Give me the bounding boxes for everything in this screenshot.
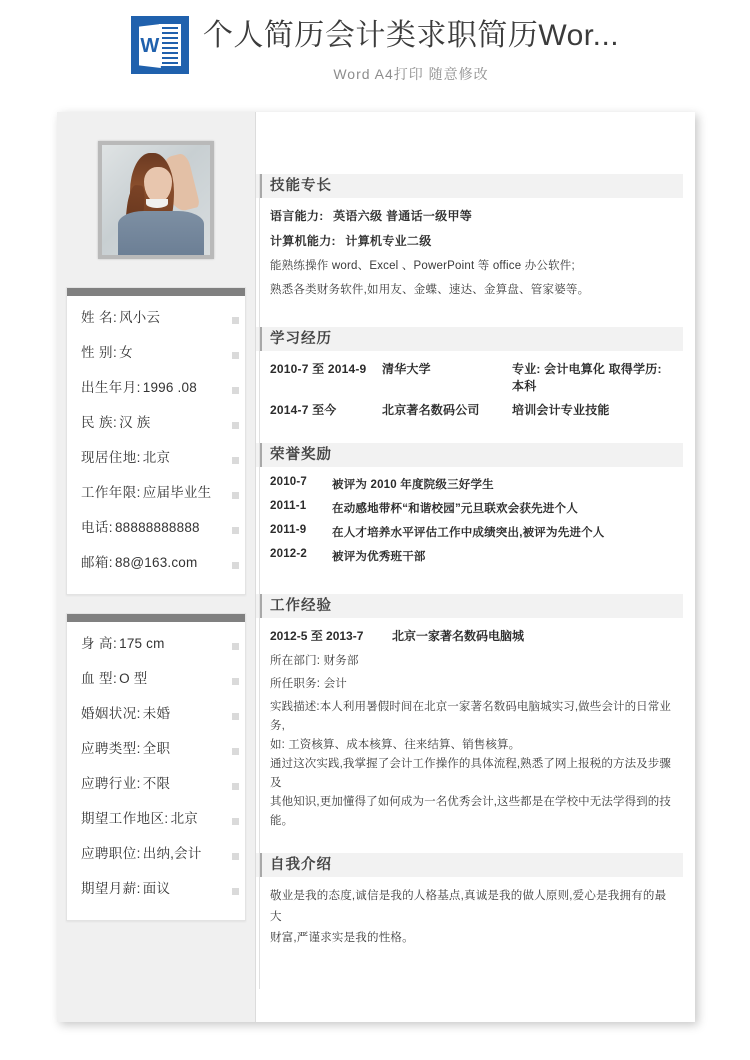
row-marker-icon — [232, 783, 239, 790]
award-date: 2012-2 — [270, 548, 308, 560]
education-org: 北京著名数码公司 — [382, 403, 480, 417]
work-department: 所在部门: 财务部 — [270, 655, 359, 667]
row-label: 应聘职位: — [81, 846, 141, 861]
section-awards — [256, 443, 683, 594]
intro-line-1: 敬业是我的态度,诚信是我的人格基点,真诚是我的做人原则,爱心是我拥有的最大 — [270, 890, 667, 923]
work-description-line-2: 如: 工资核算、成本核算、往来结算、销售核算。 — [270, 739, 521, 751]
intro-bottom-spacer — [270, 949, 673, 989]
row-marker-icon — [232, 888, 239, 895]
row-marker-icon — [232, 352, 239, 359]
photo-zone — [66, 112, 246, 287]
education-date: 2014-7 至今 — [270, 403, 337, 417]
award-row — [270, 476, 673, 492]
page-subtitle: Word A4打印 随意修改 — [333, 66, 489, 82]
award-row — [270, 548, 673, 564]
personal-info-card — [66, 287, 246, 595]
row-label: 应聘类型: — [81, 741, 141, 756]
row-value: 女 — [119, 345, 133, 360]
row-value: 风小云 — [119, 310, 161, 325]
award-date: 2011-9 — [270, 524, 307, 536]
document-header — [0, 0, 750, 112]
row-marker-icon — [232, 643, 239, 650]
row-marker-icon — [232, 387, 239, 394]
resume-page — [57, 112, 695, 1022]
row-value: 全职 — [142, 741, 171, 756]
info-row-phone — [67, 516, 245, 551]
education-row — [270, 401, 673, 418]
info-row-ethnicity — [67, 411, 245, 446]
header-inner — [131, 0, 619, 84]
avatar — [98, 141, 214, 259]
section-title-skills: 技能专长 — [256, 174, 683, 198]
row-marker-icon — [232, 713, 239, 720]
info-row-experience-years — [67, 481, 245, 516]
row-label: 应聘行业: — [81, 776, 141, 791]
section-skills — [256, 174, 683, 327]
word-icon-letter: W — [140, 35, 160, 57]
row-value: 88@163.com — [114, 555, 198, 570]
row-marker-icon — [232, 678, 239, 685]
section-title-awards: 荣誉奖励 — [256, 443, 683, 467]
row-label: 期望工作地区: — [81, 811, 169, 826]
section-title-work: 工作经验 — [256, 594, 683, 618]
photo-collar — [146, 199, 168, 208]
row-label: 姓 名: — [81, 310, 118, 325]
photo-shirt — [118, 211, 204, 255]
section-body-education — [256, 351, 683, 443]
row-value: 不限 — [142, 776, 171, 791]
work-description-line-4: 其他知识,更加懂得了如何成为一名优秀会计,这些都是在学校中无法学得到的技能。 — [270, 796, 671, 827]
info-row-desired-salary — [67, 877, 245, 912]
row-value: 175 cm — [119, 636, 165, 651]
award-text: 在人才培养水平评估工作中成绩突出,被评为先进个人 — [332, 527, 605, 539]
row-label: 婚姻状况: — [81, 706, 141, 721]
award-row — [270, 524, 673, 540]
row-value: O 型 — [119, 671, 148, 686]
row-marker-icon — [232, 527, 239, 534]
award-date: 2011-1 — [270, 500, 307, 512]
intro-line-2: 财富,严谨求实是我的性格。 — [270, 932, 414, 944]
info-row-job-type — [67, 737, 245, 772]
row-value: 1996 .08 — [142, 380, 197, 395]
education-date: 2010-7 至 2014-9 — [270, 362, 367, 376]
word-doc-icon — [131, 16, 189, 74]
section-body-work — [256, 618, 683, 853]
row-label: 血 型: — [81, 671, 118, 686]
row-label: 邮箱: — [81, 555, 113, 570]
section-self-introduction — [256, 853, 683, 989]
row-marker-icon — [232, 818, 239, 825]
work-description-line-3: 通过这次实践,我掌握了会计工作操作的具体流程,熟悉了网上报税的方法及步骤及 — [270, 758, 671, 789]
skill-computer-label: 计算机能力: — [270, 234, 336, 248]
info-row-email — [67, 551, 245, 586]
work-position: 所任职务: 会计 — [270, 678, 347, 690]
info-row-height — [67, 632, 245, 667]
section-work-experience — [256, 594, 683, 853]
row-marker-icon — [232, 457, 239, 464]
row-value: 北京 — [170, 811, 198, 826]
row-label: 出生年月: — [81, 380, 141, 395]
section-body-intro — [256, 877, 683, 989]
education-extra: 专业: 会计电算化 取得学历: 本科 — [512, 362, 662, 393]
education-org: 清华大学 — [382, 362, 431, 376]
resume-right-column — [256, 112, 695, 1022]
awards-bottom-spacer — [270, 572, 673, 594]
info-row-gender — [67, 341, 245, 376]
skill-language-value: 英语六级 普通话一级甲等 — [329, 209, 473, 223]
row-label: 现居住地: — [81, 450, 141, 465]
info-row-blood-type — [67, 667, 245, 702]
section-title-education: 学习经历 — [256, 327, 683, 351]
skill-computer-value: 计算机专业二级 — [341, 234, 432, 248]
award-text: 在动感地带杯“和谐校园”元旦联欢会获先进个人 — [332, 503, 578, 515]
row-value: 未婚 — [142, 706, 171, 721]
info-row-residence — [67, 446, 245, 481]
row-marker-icon — [232, 562, 239, 569]
section-education — [256, 327, 683, 443]
row-marker-icon — [232, 422, 239, 429]
education-bottom-spacer — [270, 425, 673, 443]
row-value: 北京 — [142, 450, 171, 465]
row-value: 应届毕业生 — [142, 485, 212, 500]
row-label: 期望月薪: — [81, 881, 141, 896]
row-label: 电话: — [81, 520, 113, 535]
info-row-desired-position — [67, 842, 245, 877]
attributes-info-card — [66, 613, 246, 921]
education-extra: 培训会计专业技能 — [512, 403, 610, 417]
skills-bottom-spacer — [270, 305, 673, 327]
card-top-bar — [67, 288, 245, 296]
top-spacer — [256, 112, 683, 174]
row-value: 88888888888 — [114, 520, 200, 535]
award-text: 被评为 2010 年度院级三好学生 — [332, 479, 494, 491]
info-row-industry — [67, 772, 245, 807]
section-body-skills — [256, 198, 683, 327]
skill-detail-line-1: 能熟练操作 word、Excel 、PowerPoint 等 office 办公软件; — [270, 260, 575, 272]
header-text-group — [203, 16, 619, 84]
award-row — [270, 500, 673, 516]
row-label: 工作年限: — [81, 485, 141, 500]
skill-detail-line-2: 熟悉各类财务软件,如用友、金蝶、速达、金算盘、管家婆等。 — [270, 284, 590, 296]
row-marker-icon — [232, 853, 239, 860]
row-label: 民 族: — [81, 415, 118, 430]
row-label: 性 别: — [81, 345, 118, 360]
row-marker-icon — [232, 317, 239, 324]
row-label: 身 高: — [81, 636, 118, 651]
page-title: 个人简历会计类求职简历Wor... — [202, 19, 620, 52]
info-row-name — [67, 306, 245, 341]
row-marker-icon — [232, 492, 239, 499]
skill-language-row — [270, 207, 673, 224]
card-top-bar — [67, 614, 245, 622]
award-text: 被评为优秀班干部 — [332, 551, 426, 563]
education-row — [270, 360, 673, 394]
work-header-row — [270, 627, 673, 644]
award-date: 2010-7 — [270, 476, 308, 488]
work-date: 2012-5 至 2013-7 — [270, 629, 364, 643]
work-company: 北京一家著名数码电脑城 — [392, 629, 525, 643]
work-description-line-1: 实践描述:本人利用暑假时间在北京一家著名数码电脑城实习,做些会计的日常业务, — [270, 701, 671, 732]
info-row-birthdate — [67, 376, 245, 411]
row-value: 面议 — [142, 881, 171, 896]
section-body-awards — [256, 467, 683, 594]
resume-left-column — [57, 112, 255, 1022]
row-value: 汉 族 — [119, 415, 151, 430]
row-value: 出纳,会计 — [142, 846, 202, 861]
info-row-marital-status — [67, 702, 245, 737]
row-marker-icon — [232, 748, 239, 755]
info-row-desired-location — [67, 807, 245, 842]
section-title-intro: 自我介绍 — [256, 853, 683, 877]
word-icon-lines — [159, 24, 181, 66]
skill-computer-row — [270, 232, 673, 249]
work-bottom-spacer — [270, 831, 673, 853]
skill-language-label: 语言能力: — [270, 209, 324, 223]
